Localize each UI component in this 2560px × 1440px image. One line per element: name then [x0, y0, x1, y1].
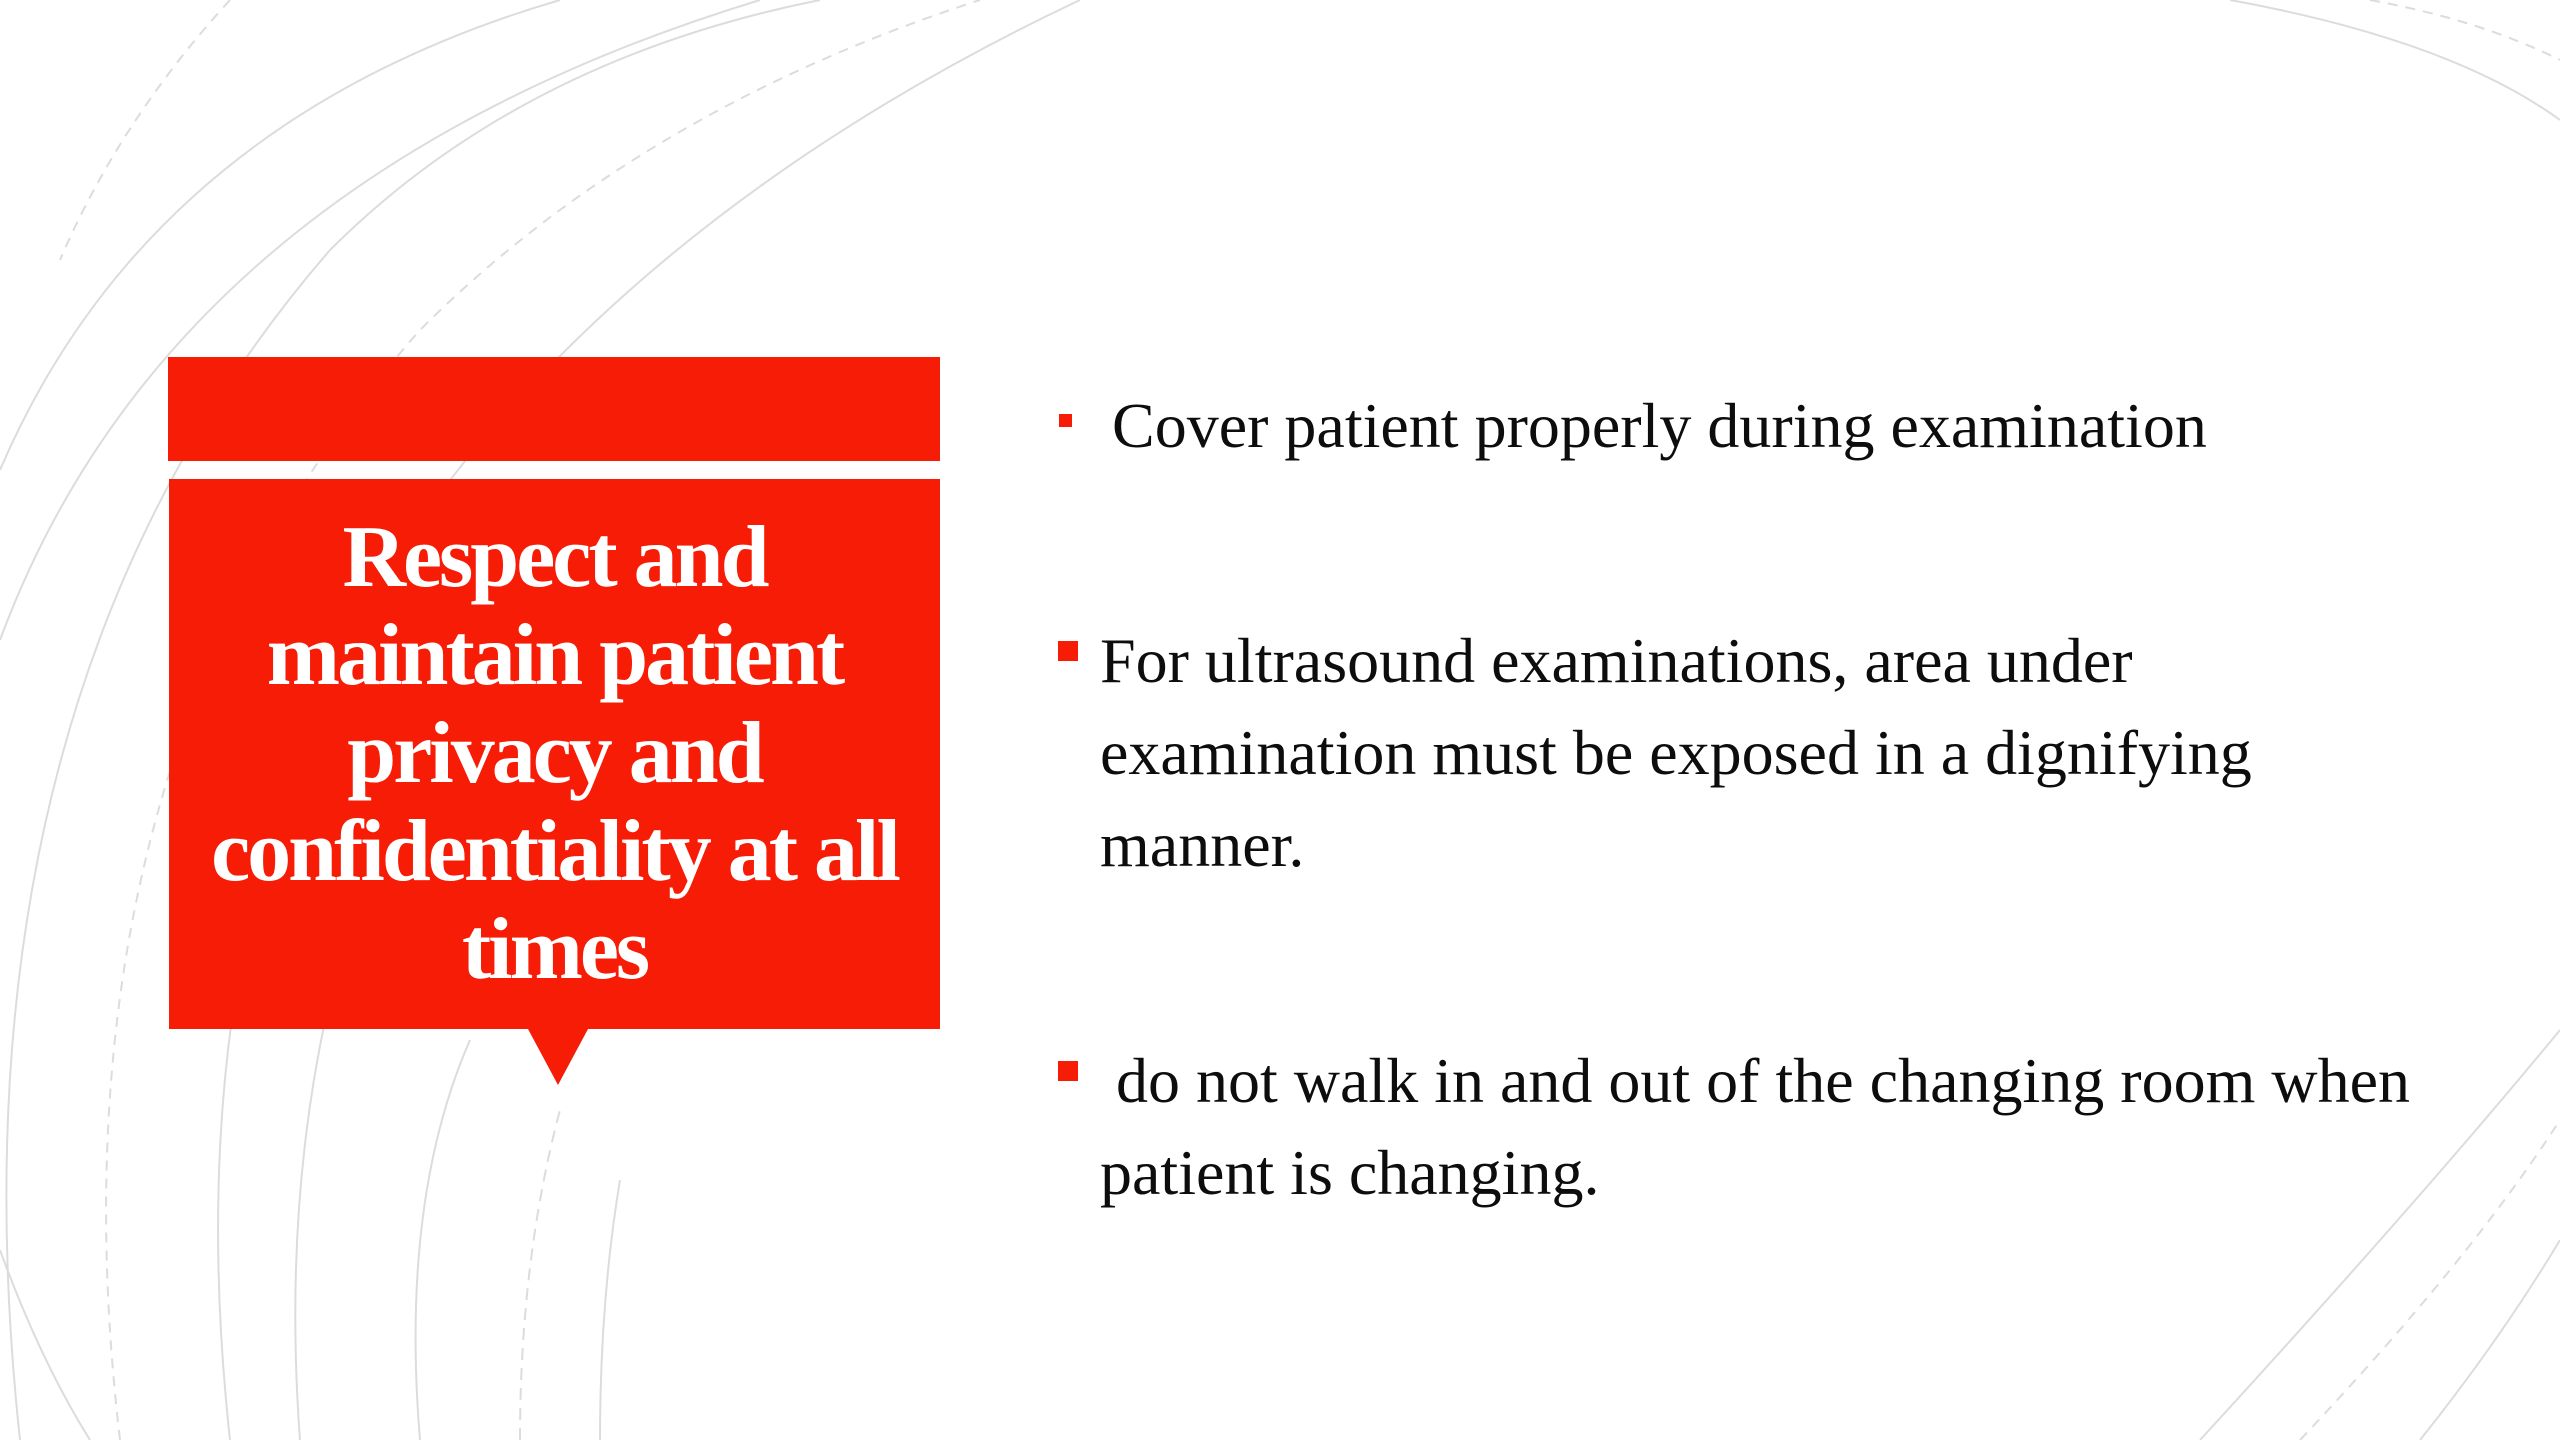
- square-bullet-icon: [1058, 641, 1078, 661]
- bullet-text: For ultrasound examinations, area under examination must be exposed in a dignifying manner.: [1100, 625, 2252, 880]
- square-bullet-icon: [1058, 1061, 1078, 1081]
- slide-title: Respect and maintain patient privacy and confidentiality at all times: [211, 509, 898, 998]
- callout-pointer: [528, 1029, 588, 1085]
- title-top-accent-bar: [168, 357, 940, 461]
- bullet-item: [1050, 380, 2470, 472]
- title-callout-box: [169, 479, 940, 1029]
- square-bullet-icon: [1059, 414, 1072, 427]
- bullet-text: Cover patient properly during examination: [1112, 390, 2207, 461]
- bullet-item: [1050, 615, 2470, 891]
- bullet-item: [1050, 1035, 2470, 1219]
- bullet-text: do not walk in and out of the changing room when patient is changing.: [1100, 1045, 2426, 1208]
